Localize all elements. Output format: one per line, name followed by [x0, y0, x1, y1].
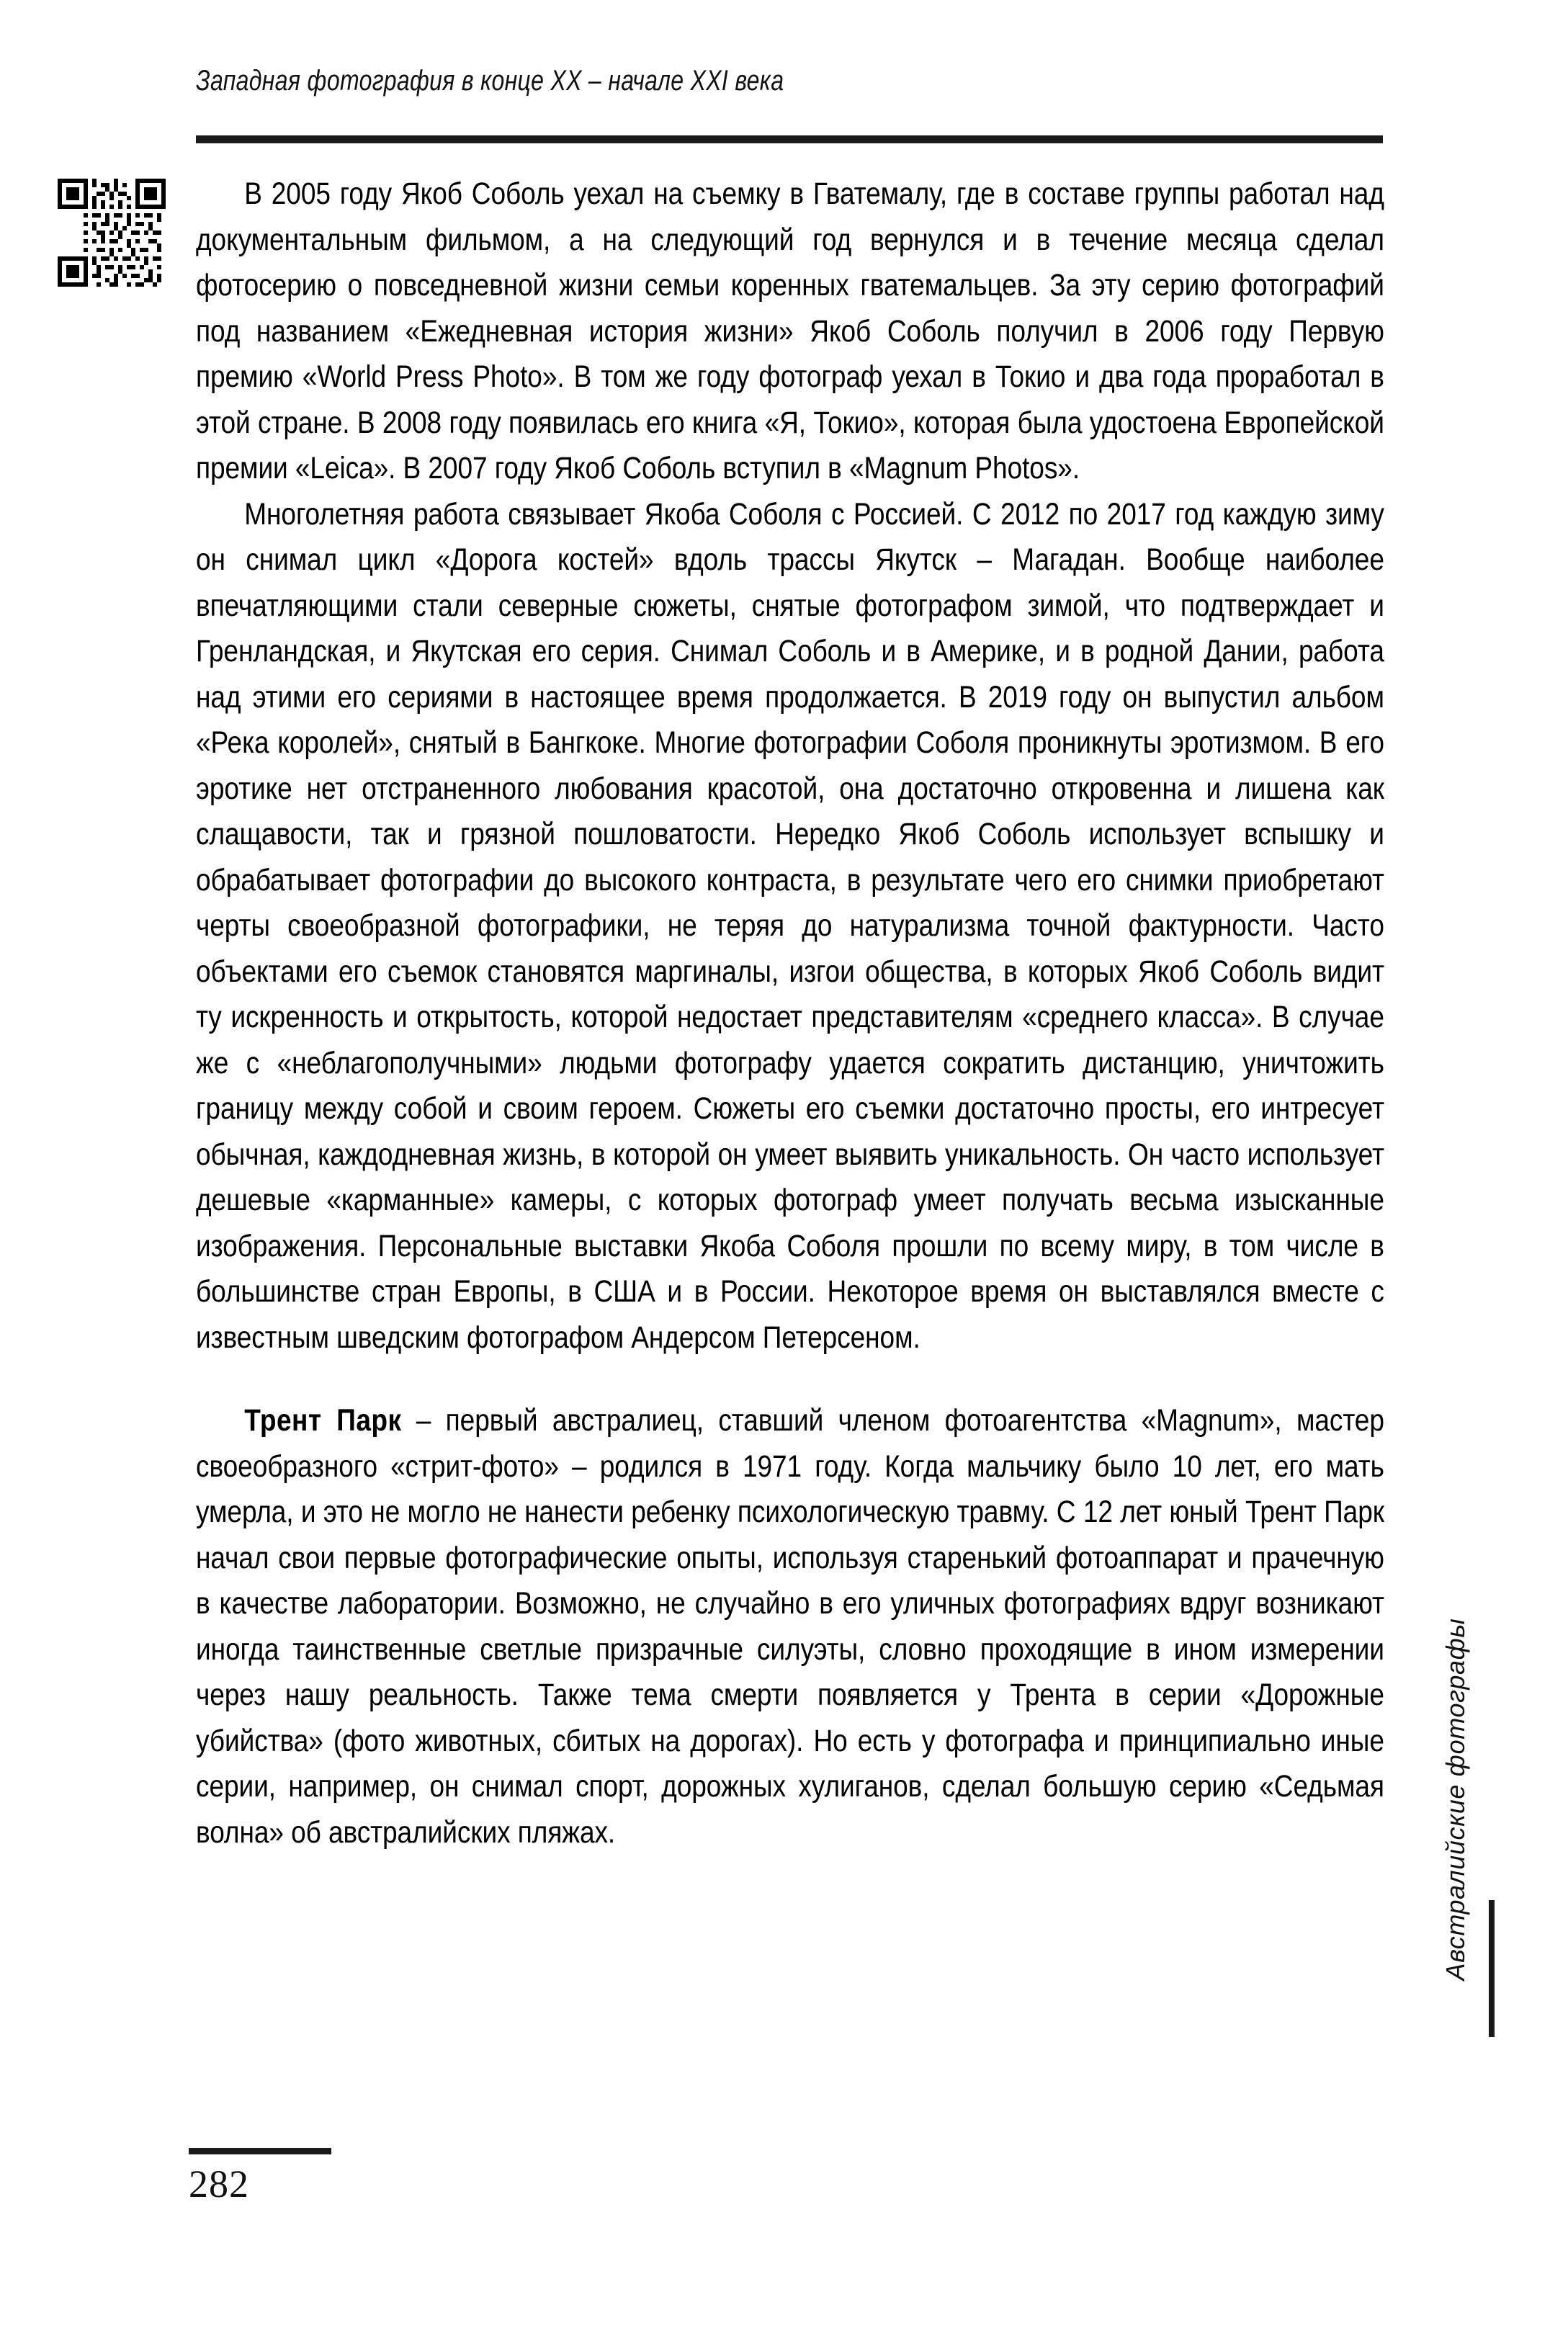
qr-code	[58, 179, 166, 287]
header-rule	[196, 135, 1383, 143]
paragraph-jacob-sobol-russia: Многолетняя работа связывает Якоба Соболя с Россией. С 2012 по 2017 год каждую зиму он снимал цикл «Дорога костей» вдоль трассы Якутск – Магадан. Вообще наиболее впечатляющими стали северные сюжеты, снятые фотографом зимой, что подтверждает и Гренландская, и Якутская его серия. Снимал Соболь и в Америке, и в родной Дании, работа над этими его сериями в настоящее время продолжается. В 2019 году он выпустил альбом «Река королей», снятый в Бангкоке. Многие фотографии Соболя проникнуты эротизмом. В его эротике нет отстраненного любования красотой, она достаточно откровенна и лишена как слащавости, так и грязной пошловатости. Нередко Якоб Соболь использует вспышку и обрабатывает фотографии до высокого контраста, в результате чего его снимки приобретают черты своеобразной фотографики, не теряя до натурализма точной фактурности. Часто объектами его съемок становятся маргиналы, изгои общества, в которых Якоб Соболь видит ту искренность и открытость, которой недостает представителям «среднего класса». В случае же с «неблагополучными» людьми фотографу удается сократить дистанцию, уничтожить границу между собой и своим героем. Сюжеты его съемки достаточно просты, его интресует обычная, каждодневная жизнь, в которой он умеет выявить уникальность. Он часто использует дешевые «карманные» камеры, с которых фотограф умеет получать весьма изысканные изображения. Персональные выставки Якоба Соболя прошли по всему миру, в том числе в большинстве стран Европы, в США и в России. Некоторое время он выставлялся вместе с известным шведским фотографом Андерсом Петерсеном.	[196, 496, 1384, 1355]
side-tab-label: Австралийские фотографы	[1441, 1618, 1470, 1981]
page-number: 282	[189, 2162, 249, 2206]
side-tab	[1435, 1562, 1476, 2037]
body-text-column	[196, 171, 1384, 1855]
side-tab-rule	[1489, 1900, 1495, 2037]
paragraph-trent-parke	[196, 1398, 1384, 1855]
paragraph-jacob-sobol-guatemala: В 2005 году Якоб Соболь уехал на съемку в Гватемалу, где в составе группы работал над документальным фильмом, а на следующий год вернулся и в течение месяца сделал фотосерию о повседневной жизни семьи коренных гватемальцев. За эту серию фотографий под названием «Ежедневная история жизни» Якоб Соболь получил в 2006 году Первую премию «World Press Photo». В том же году фотограф уехал в Токио и два года проработал в этой стране. В 2008 году появилась его книга «Я, Токио», которая была удостоена Европейской премии «Leica». В 2007 году Якоб Соболь вступил в «Magnum Photos».	[196, 176, 1384, 485]
paragraph-trent-parke-rest: – первый австралиец, ставший членом фотоагентства «Magnum», мастер своеобразного «стрит-фото» – родился в 1971 году. Когда мальчику было 10 лет, его мать умерла, и это не могло не нанести ребенку психологическую травму. С 12 лет юный Трент Парк начал свои первые фотографические опыты, используя старенький фотоаппарат и прачечную в качестве лаборатории. Возможно, не случайно в его уличных фотографиях вдруг возникают иногда таинственные светлые призрачные силуэты, словно проходящие в ином измерении через нашу реальность. Также тема смерти появляется у Трента в серии «Дорожные убийства» (фото животных, сбитых на дорогах). Но есть у фотографа и принципиально иные серии, например, он снимал спорт, дорожных хулиганов, сделал большую серию «Седьмая волна» об австралийских пляжах.	[196, 1403, 1384, 1850]
paragraph-lead-in-trent-parke: Трент Парк	[244, 1403, 402, 1438]
running-head: Западная фотография в конце XX – начале XXI века	[196, 65, 784, 97]
folio-rule	[189, 2148, 331, 2154]
